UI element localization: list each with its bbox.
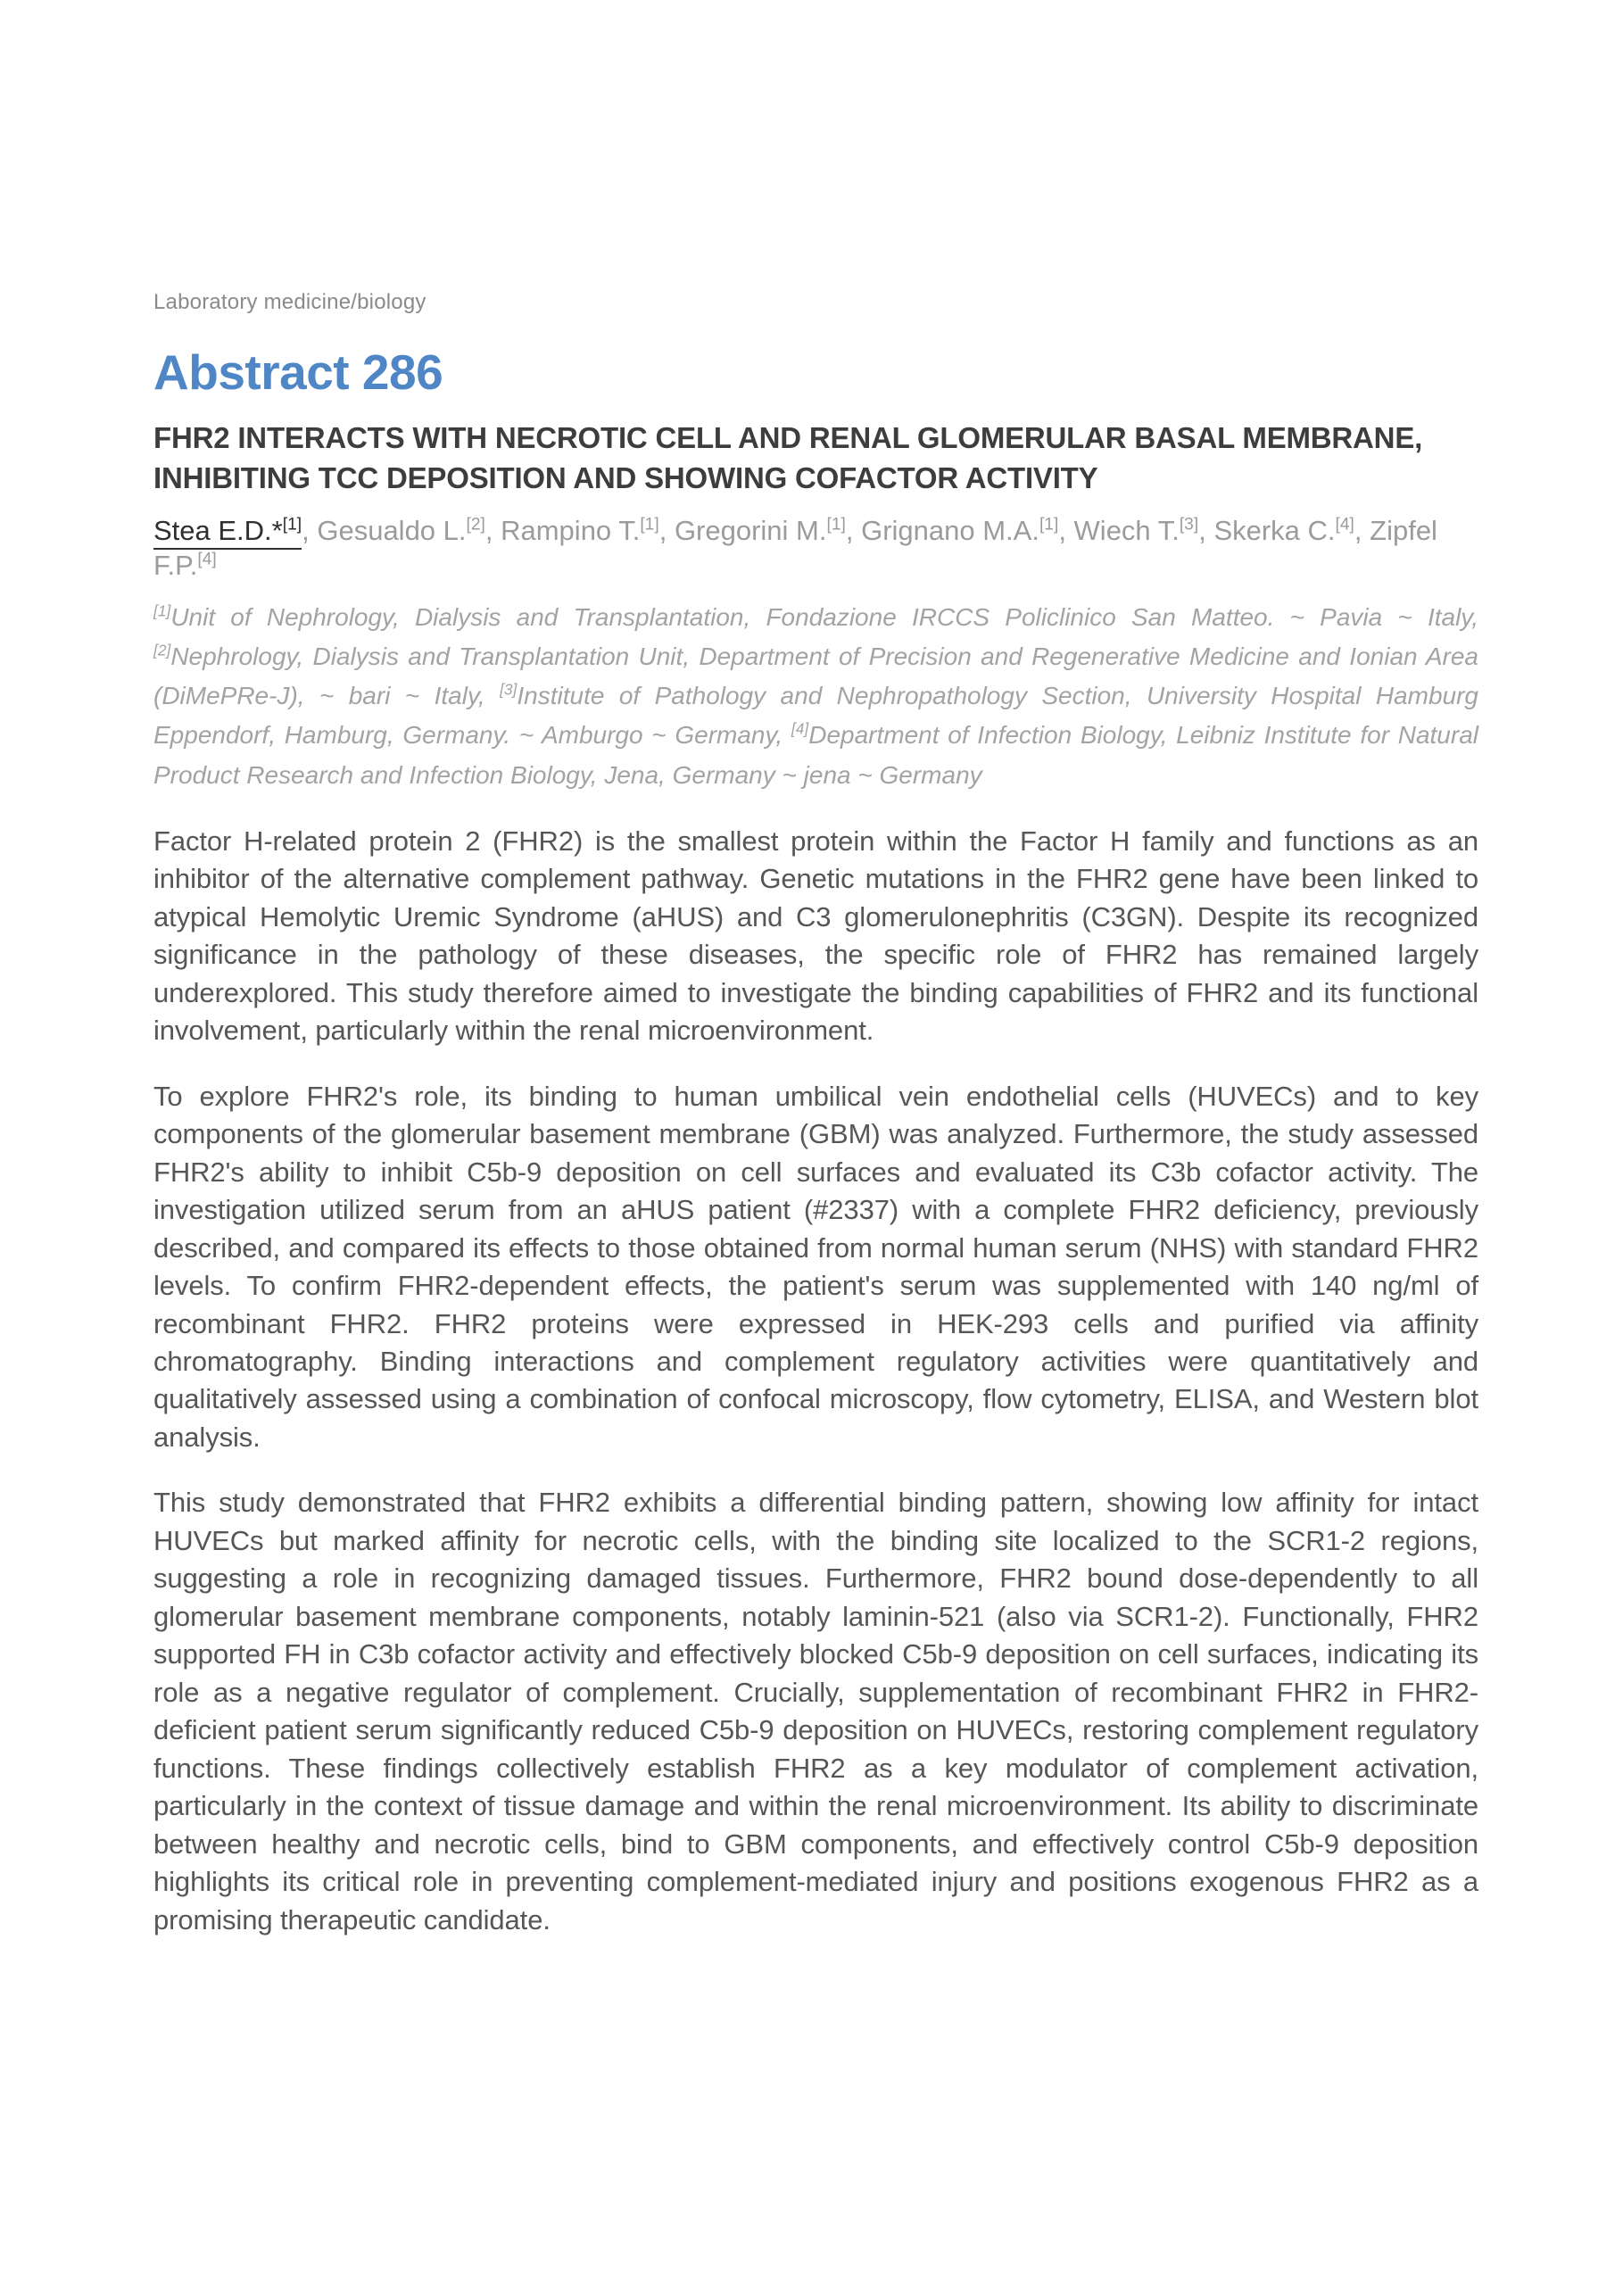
affiliation-text: Nephrology, Dialysis and Transplantation Unit, Department of Precision and Regenerative Medicine and Ionian Area (DiMePRe-J), ~ bari ~ Italy, — [153, 642, 1478, 710]
author-name: Skerka C. — [1213, 514, 1336, 546]
author-name: Wiech T. — [1073, 514, 1180, 546]
author — [1213, 515, 1354, 546]
author-name: Gesualdo L. — [317, 514, 467, 546]
author-separator: , — [1198, 514, 1214, 546]
author-presenting — [153, 515, 302, 550]
author — [675, 515, 846, 546]
author-separator: , — [302, 514, 318, 546]
category-label: Laboratory medicine/biology — [153, 290, 426, 314]
author-affiliation-ref: [2] — [466, 515, 485, 535]
author-separator: , — [845, 514, 862, 546]
abstract-body — [153, 823, 1478, 1939]
author-affiliation-ref: [1] — [282, 515, 302, 535]
author-separator: , — [484, 514, 501, 546]
author-name: Stea E.D.* — [153, 514, 283, 546]
affiliation-text: Department of Infection Biology, Leibniz Institute for Natural Product Research and Infection Biology, Jena, Germany ~ jena ~ Germany — [153, 721, 1478, 789]
author-affiliation-ref: [4] — [197, 550, 217, 569]
author — [317, 515, 485, 546]
authors-line — [153, 515, 1478, 582]
author-affiliation-ref: [1] — [826, 515, 846, 535]
abstract-paragraph-background: Factor H-related protein 2 (FHR2) is the smallest protein within the Factor H family and functions as an inhibitor of the alternative complement pathway. Genetic mutations in the FHR2 gene have been linked to atypical Hemolytic Uremic Syndrome (aHUS) and C3 glomerulonephritis (C3GN). Despite its recognized significance in the pathology of these diseases, the specific role of FHR2 has remained largely underexplored. This study therefore aimed to investigate the binding capabilities of FHR2 and its functional involvement, particularly within the renal microenvironment. — [153, 825, 1478, 1047]
author-affiliation-ref: [3] — [1179, 515, 1199, 535]
affiliation-text: Institute of Pathology and Nephropathology Section, University Hospital Hamburg Eppendorf, Hamburg, Germany. ~ Amburgo ~ Germany, — [153, 682, 1478, 750]
author-affiliation-ref: [4] — [1335, 515, 1354, 535]
author-affiliation-ref: [1] — [640, 515, 659, 535]
affiliation-ref: [2] — [153, 641, 171, 659]
author-name: Gregorini M. — [674, 514, 827, 546]
affiliation-ref: [4] — [791, 720, 809, 739]
abstract-paragraph-methods: To explore FHR2's role, its binding to human umbilical vein endothelial cells (HUVECs) and to key components of the glomerular basement membrane (GBM) was analyzed. Furthermore, the study assessed FHR2's ability to inhibit C5b-9 deposition on cell surfaces and evaluated its C3b cofactor activity. The investigation utilized serum from an aHUS patient (#2337) with a complete FHR2 deficiency, previously described, and compared its effects to those obtained from normal human serum (NHS) with standard FHR2 levels. To confirm FHR2-dependent effects, the patient's serum was supplemented with 140 ng/ml of recombinant FHR2. FHR2 proteins were expressed in HEK-293 cells and purified via affinity chromatography. Binding interactions and complement regulatory activities were quantitatively and qualitatively assessed using a combination of confocal microscopy, flow cytometry, ELISA, and Western blot analysis. — [153, 1080, 1478, 1453]
abstract-paragraph-results: This study demonstrated that FHR2 exhibits a differential binding pattern, showing low affinity for intact HUVECs but marked affinity for necrotic cells, with the binding site localized to the SCR1-2 regions, suggesting a role in recognizing damaged tissues. Furthermore, FHR2 bound dose-dependently to all glomerular basement membrane components, notably laminin-521 (also via SCR1-2). Functionally, FHR2 supported FH in C3b cofactor activity and effectively blocked C5b-9 deposition on cell surfaces, indicating its role as a negative regulator of complement. Crucially, supplementation of recombinant FHR2 in FHR2-deficient patient serum significantly reduced C5b-9 deposition on HUVECs, restoring complement regulatory functions. These findings collectively establish FHR2 as a key modulator of complement activation, particularly in the context of tissue damage and within the renal microenvironment. Its ability to discriminate between healthy and necrotic cells, bind to GBM components, and effectively control C5b-9 deposition highlights its critical role in preventing complement-mediated injury and positions exogenous FHR2 as a promising therapeutic candidate. — [153, 1487, 1478, 1935]
author-name: Zipfel F.P. — [153, 514, 1437, 581]
abstract-title: FHR2 INTERACTS WITH NECROTIC CELL AND RENAL GLOMERULAR BASAL MEMBRANE, INHIBITING TCC DEPOSITION AND SHOWING COFACTOR ACTIVITY — [153, 421, 1423, 494]
abstract-number-heading: Abstract 286 — [153, 344, 443, 400]
author-separator: , — [1354, 514, 1370, 546]
author-separator: , — [1058, 514, 1074, 546]
author-affiliation-ref: [1] — [1039, 515, 1059, 535]
author — [861, 515, 1058, 546]
author-name: Grignano M.A. — [861, 514, 1039, 546]
author-separator: , — [658, 514, 675, 546]
author-name: Rampino T. — [501, 514, 641, 546]
affiliations-block — [153, 598, 1478, 795]
author — [1074, 515, 1199, 546]
affiliation-ref: [3] — [500, 680, 518, 699]
affiliation-ref: [1] — [153, 601, 171, 620]
affiliation-text: Unit of Nephrology, Dialysis and Transplantation, Fondazione IRCCS Policlinico San Matteo. ~ Pavia ~ Italy, — [170, 602, 1478, 631]
author — [501, 515, 659, 546]
